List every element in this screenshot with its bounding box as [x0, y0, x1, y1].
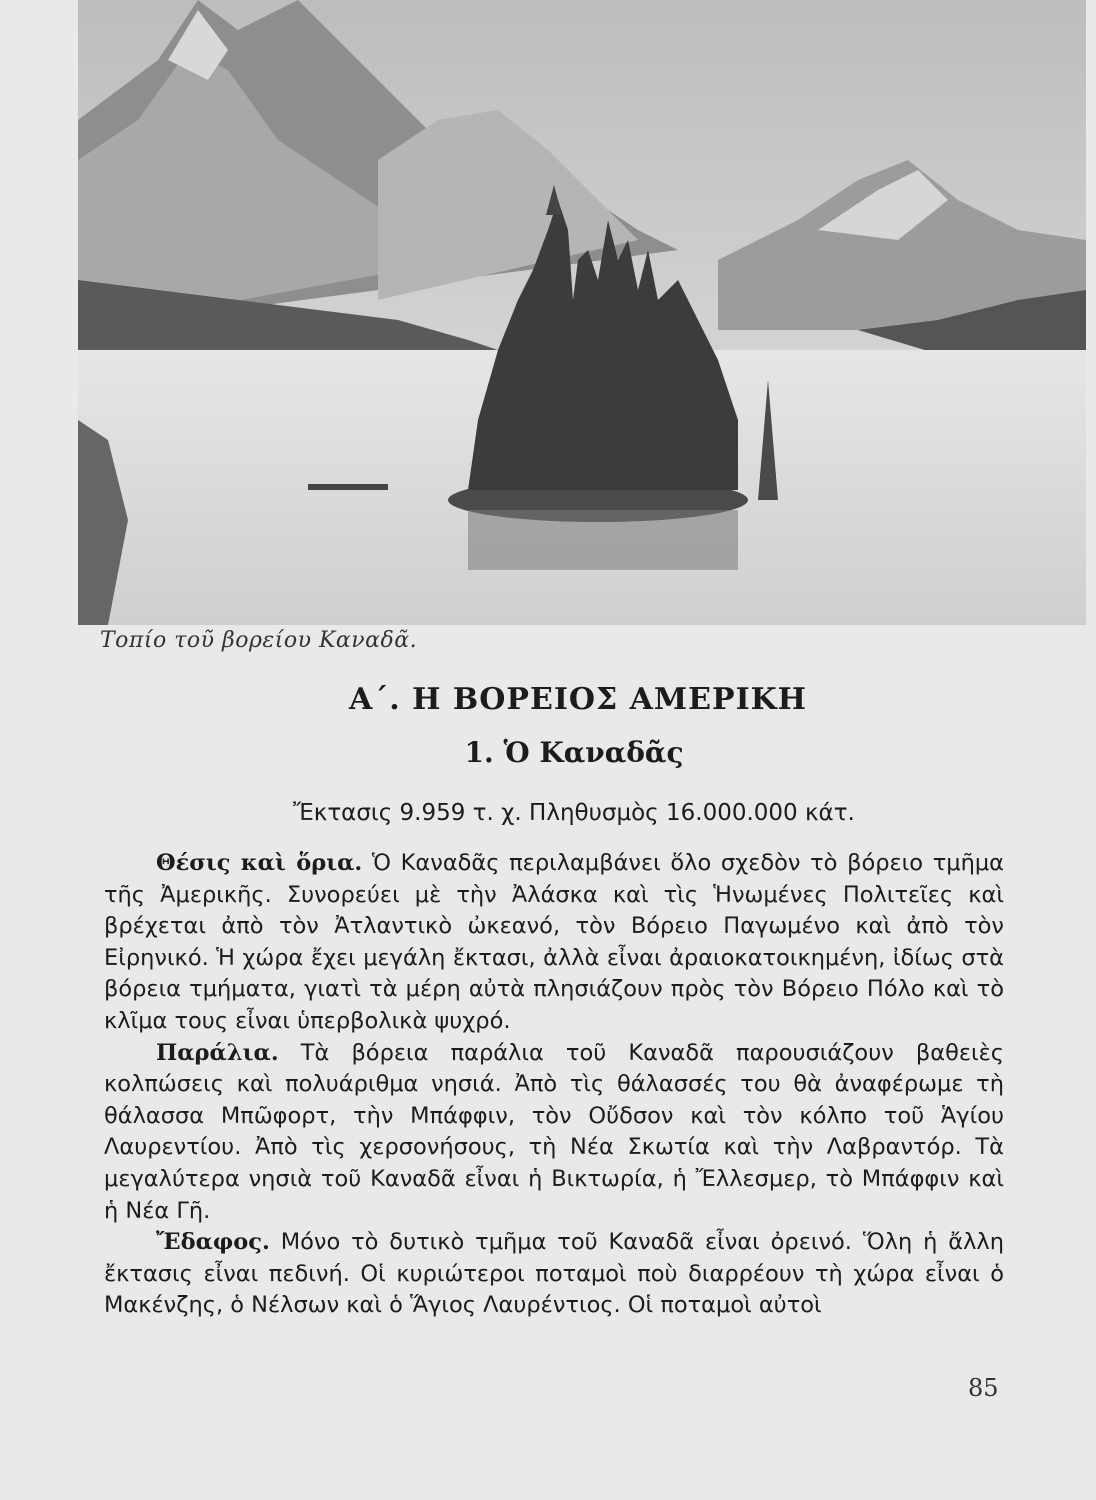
country-stats: Ἔκτασις 9.959 τ. χ. Πληθυσμὸς 16.000.000 κάτ. — [293, 800, 855, 826]
paragraph-text: Τὰ βόρεια παράλια τοῦ Καναδᾶ παρουσιάζουν βαθειὲς κολπώσεις καὶ πολυάριθμα νησιά. Ἀπὸ τὶς θάλασσές του θὰ ἀναφέρωμε τὴ θάλασσα Μπῶφορτ, τὴν Μπάφφιν, τὸν Οὔδσον καὶ τὸν κόλπο τοῦ Ἁγίου Λαυρεντίου. Ἀπὸ τὶς χερσονήσους, τὴ Νέα Σκωτία καὶ τὴν Λαβραντόρ. Τὰ μεγαλύτερα νησιὰ τοῦ Καναδᾶ εἶναι ἡ Βικτωρία, ἡ Ἔλλεσμερ, τὸ Μπάφφιν καὶ ἡ Νέα Γῆ. — [104, 1039, 1004, 1224]
section-title: 1. Ὁ Καναδᾶς — [464, 736, 684, 769]
chapter-title: Α΄. Η ΒΟΡΕΙΟΣ ΑΜΕΡΙΚΗ — [348, 682, 808, 717]
paragraph — [104, 1227, 1004, 1322]
paragraph — [104, 848, 1004, 1038]
paragraph-heading: Παράλια. — [156, 1039, 279, 1066]
body-text — [104, 848, 1004, 1322]
paragraph — [104, 1038, 1004, 1228]
paragraph-text: Μόνο τὸ δυτικὸ τμῆμα τοῦ Καναδᾶ εἶναι ὀρεινό. Ὅλη ἡ ἄλλη ἔκτασις εἶναι πεδινή. Οἱ κυριώτεροι ποταμοὶ ποὺ διαρρέουν τὴ χώρα εἶναι ὁ Μακένζης, ὁ Νέλσων καὶ ὁ Ἅγιος Λαυρέντιος. Οἱ ποταμοὶ αὐτοὶ — [104, 1229, 1004, 1319]
page-number: 85 — [968, 1374, 999, 1402]
mountain-lake-illustration — [78, 0, 1086, 625]
figure-caption: Τοπίο τοῦ βορείου Καναδᾶ. — [100, 628, 418, 653]
paragraph-heading: Θέσις καὶ ὅρια. — [156, 850, 363, 876]
paragraph-heading: Ἔδαφος. — [156, 1229, 270, 1256]
paragraph-text: Ὁ Καναδᾶς περιλαμβάνει ὅλο σχεδὸν τὸ βόρειο τμῆμα τῆς Ἀμερικῆς. Συνορεύει μὲ τὴν Ἀλάσκα καὶ τὶς Ἡνωμένες Πολιτεῖες καὶ βρέχεται ἀπὸ τὸν Ἀτλαντικὸ ὠκεανό, τὸν Βόρειο Παγωμένο καὶ ἀπὸ τὸν Εἰρηνικό. Ἡ χώρα ἔχει μεγάλη ἔκτασι, ἀλλὰ εἶναι ἀραιοκατοικημένη, ἰδίως στὰ βόρεια τμήματα, γιατὶ τὰ μέρη αὐτὰ πλησιάζουν πρὸς τὸν Βόρειο Πόλο καὶ τὸ κλῖμα τους εἶναι ὑπερβολικὰ ψυχρό. — [104, 850, 1004, 1034]
landscape-photo — [78, 0, 1086, 625]
